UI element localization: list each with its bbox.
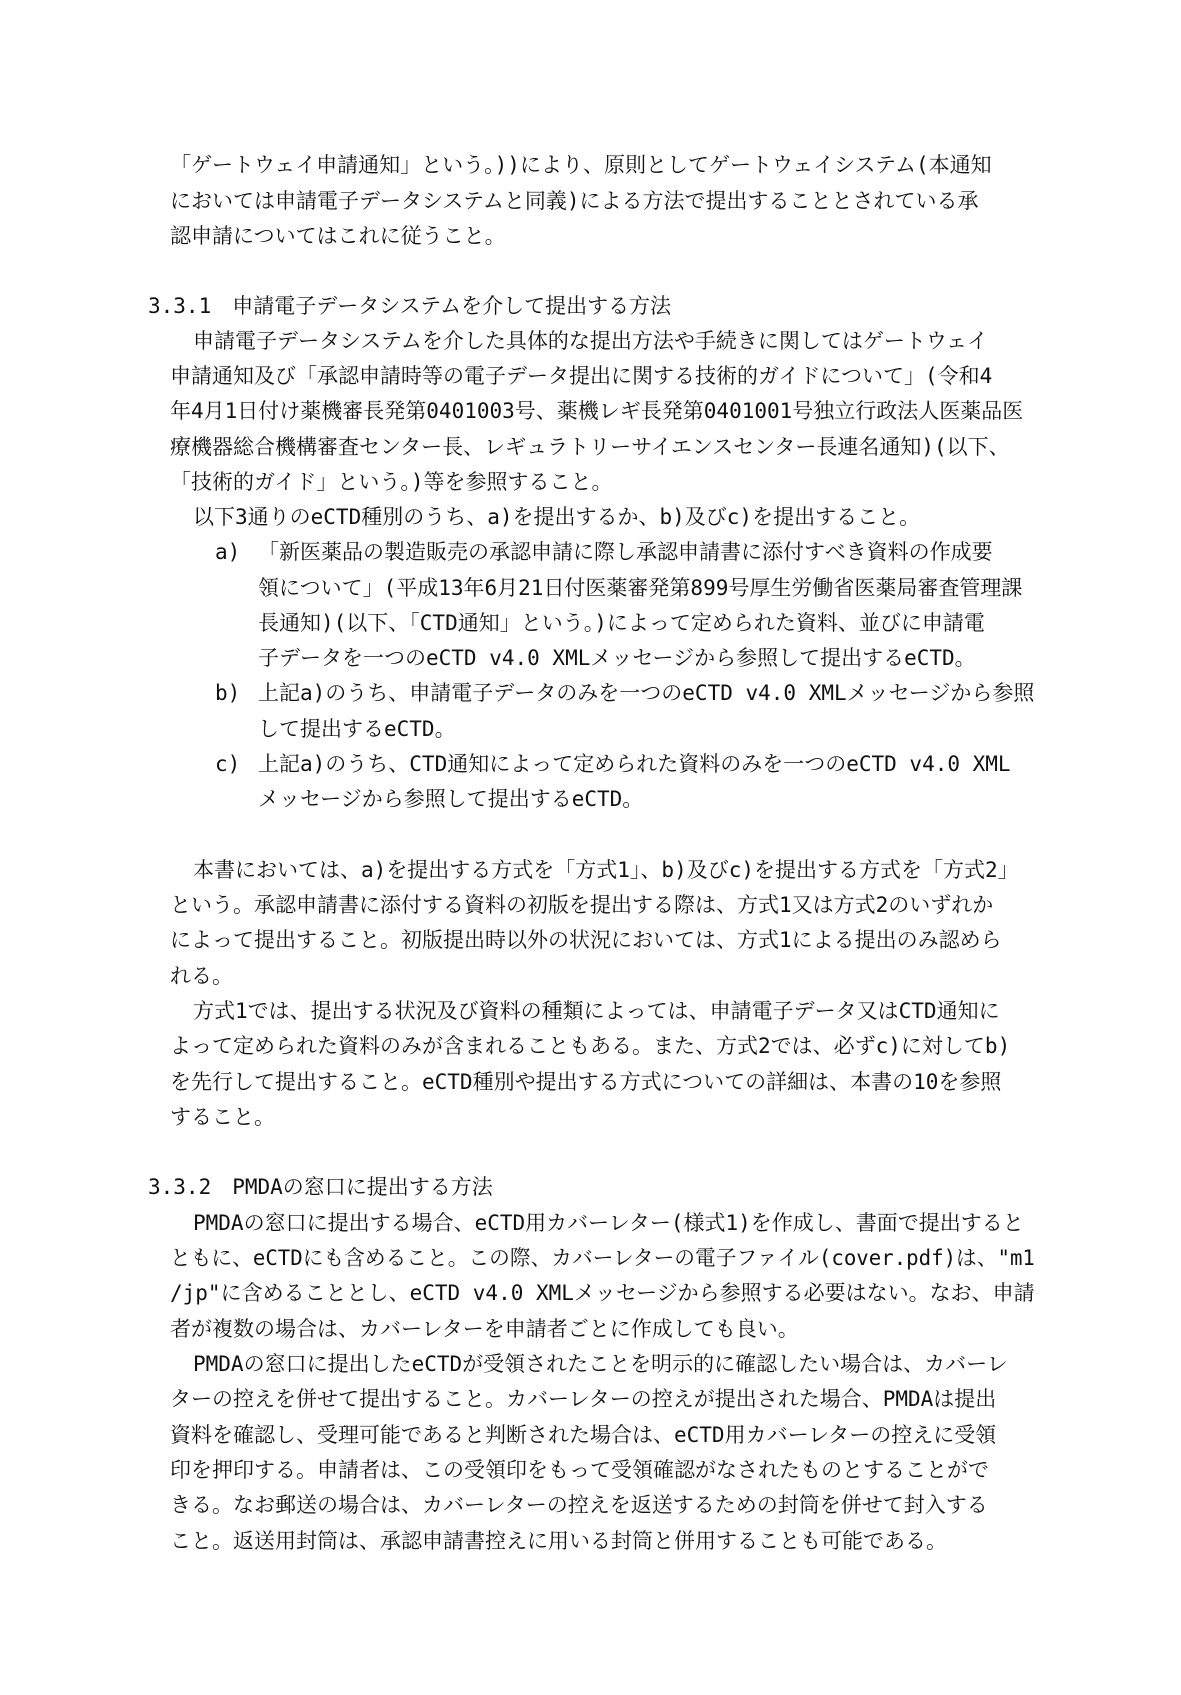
intro-line-3: 認申請についてはこれに従うこと。 (170, 224, 506, 248)
section-332-heading: 3.3.2 PMDAの窓口に提出する方法 (148, 1175, 493, 1199)
item-a-line-4: 子データを一つのeCTD v4.0 XMLメッセージから参照して提出するeCTD。 (258, 646, 976, 670)
section-331-para1-line-1: 申請電子データシステムを介した具体的な提出方法や手続きに関してはゲートウェイ (193, 329, 989, 353)
section-331-para2: 以下3通りのeCTD種別のうち、a)を提出するか、b)及びc)を提出すること。 (193, 505, 921, 529)
section-332-para1-line-4: 者が複数の場合は、カバーレターを申請者ごとに作成しても良い。 (170, 1317, 799, 1341)
section-331-para1-line-5: 「技術的ガイド」という。)等を参照すること。 (170, 470, 613, 494)
item-b-line-1: 上記a)のうち、申請電子データのみを一つのeCTD v4.0 XMLメッセージから参照 (258, 681, 1035, 705)
section-331-para4-line-1: 方式1では、提出する状況及び資料の種類によっては、申請電子データ又はCTD通知に (193, 999, 1000, 1023)
section-331-para3-line-2: という。承認申請書に添付する資料の初版を提出する際は、方式1又は方式2のいずれか (170, 893, 994, 917)
section-332-para2-line-2: ターの控えを併せて提出すること。カバーレターの控えが提出された場合、PMDAは提出 (170, 1387, 997, 1411)
section-331-para4-line-4: すること。 (170, 1105, 275, 1129)
section-332-para2-line-4: 印を押印する。申請者は、この受領印をもって受領確認がなされたものとすることがで (170, 1458, 989, 1482)
section-331-para4-line-3: を先行して提出すること。eCTD種別や提出する方式についての詳細は、本書の10を参照 (170, 1070, 1002, 1094)
section-331-para1-line-4: 療機器総合機構審査センター長、レギュラトリーサイエンスセンター長連名通知)(以下、 (170, 435, 1010, 459)
item-a-line-1: 「新医薬品の製造販売の承認申請に際し承認申請書に添付すべき資料の作成要 (258, 540, 993, 564)
section-332-para2-line-6: こと。返送用封筒は、承認申請書控えに用いる封筒と併用することも可能である。 (170, 1529, 947, 1553)
section-331-para3-line-3: によって提出すること。初版提出時以外の状況においては、方式1による提出のみ認めら (170, 928, 1002, 952)
item-a-line-3: 長通知)(以下、「CTD通知」という。)によって定められた資料、並びに申請電 (258, 611, 985, 635)
item-c-line-2: メッセージから参照して提出するeCTD。 (258, 787, 644, 811)
item-b-line-2: して提出するeCTD。 (258, 717, 456, 741)
intro-line-2: においては申請電子データシステムと同義)による方法で提出することとされている承 (170, 189, 979, 213)
section-332-para1-line-2: ともに、eCTDにも含めること。この際、カバーレターの電子ファイル(cover.pdf)は、"m1 (170, 1246, 1035, 1270)
intro-line-1: 「ゲートウェイ申請通知」という。))により、原則としてゲートウェイシステム(本通知 (170, 153, 992, 177)
section-331-para1-line-3: 年4月1日付け薬機審長発第0401003号、薬機レギ長発第0401001号独立行政法人医薬品医 (170, 399, 1024, 423)
section-332-para1-line-3: /jp"に含めることとし、eCTD v4.0 XMLメッセージから参照する必要はない。なお、申請 (170, 1281, 1035, 1305)
item-c-line-1: 上記a)のうち、CTD通知によって定められた資料のみを一つのeCTD v4.0 XML (258, 752, 1011, 776)
section-332-para2-line-3: 資料を確認し、受理可能であると判断された場合は、eCTD用カバーレターの控えに受領 (170, 1423, 997, 1447)
section-332-para1-line-1: PMDAの窓口に提出する場合、eCTD用カバーレター(様式1)を作成し、書面で提出すると (193, 1211, 1024, 1235)
section-332-para2-line-1: PMDAの窓口に提出したeCTDが受領されたことを明示的に確認したい場合は、カバーレ (193, 1352, 1008, 1376)
section-331-para4-line-2: よって定められた資料のみが含まれることもある。また、方式2では、必ずc)に対してb) (170, 1034, 1011, 1058)
section-331-para3-line-4: れる。 (170, 964, 233, 988)
section-332-para2-line-5: きる。なお郵送の場合は、カバーレターの控えを返送するための封筒を併せて封入する (170, 1493, 988, 1517)
section-331-heading: 3.3.1 申請電子データシステムを介して提出する方法 (148, 294, 672, 318)
item-c-marker: c) (215, 752, 241, 776)
item-a-marker: a) (215, 540, 241, 564)
section-331-para1-line-2: 申請通知及び「承認申請時等の電子データ提出に関する技術的ガイドについて」(令和4 (170, 364, 993, 388)
section-331-para3-line-1: 本書においては、a)を提出する方式を「方式1」、b)及びc)を提出する方式を「方式2」 (193, 858, 1019, 882)
item-b-marker: b) (215, 681, 241, 705)
item-a-line-2: 領について」(平成13年6月21日付医薬審発第899号厚生労働省医薬局審査管理課 (258, 576, 1023, 600)
